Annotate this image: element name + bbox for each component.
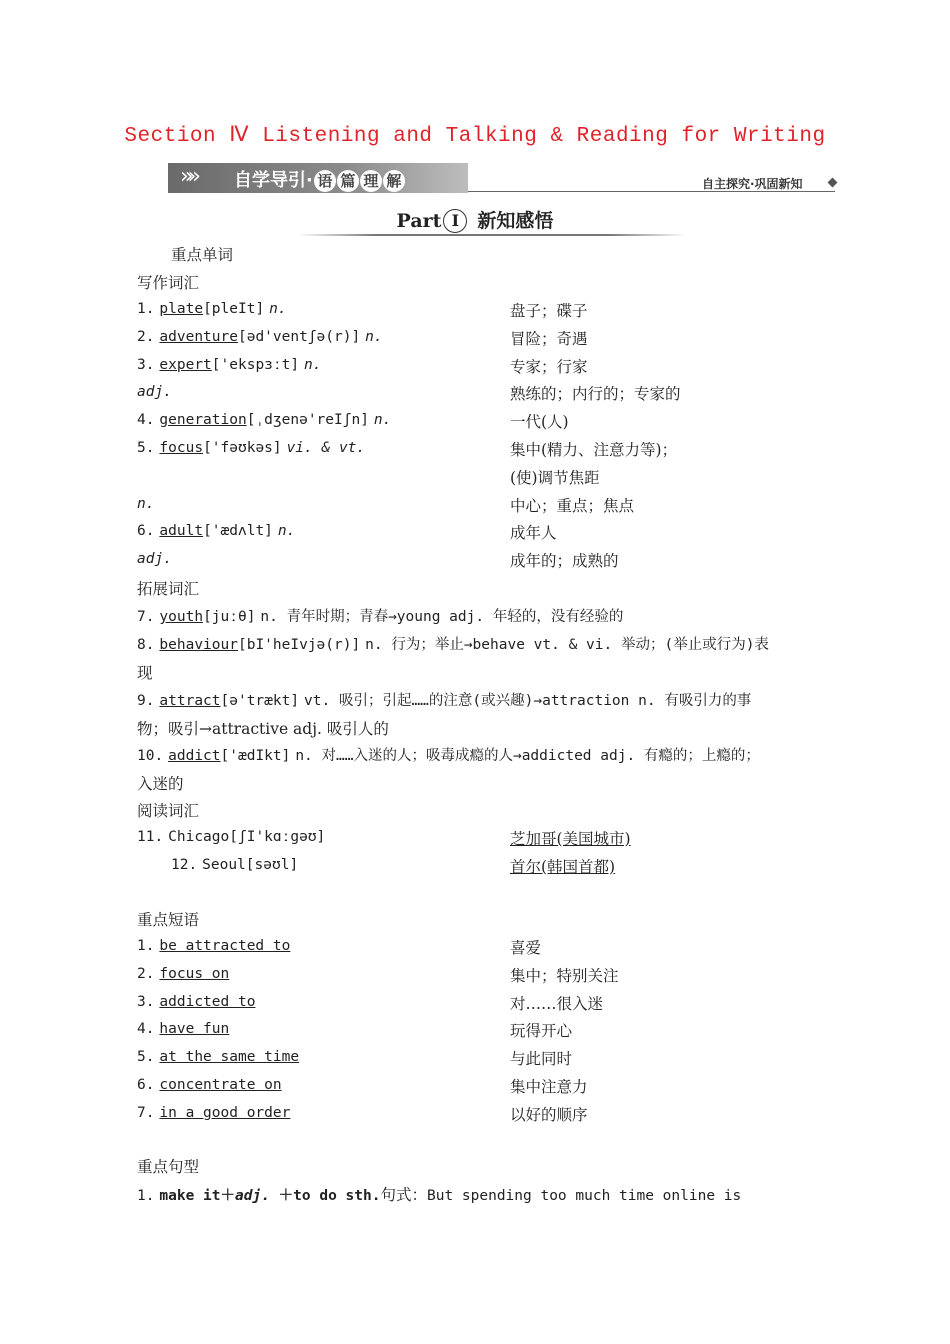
entry-word: adult	[159, 523, 204, 540]
entry-detail: n. 行为；举止→behave vt. & vi. 举动；(举止或行为)表	[365, 637, 769, 653]
entry-pos: vi. & vt.	[286, 440, 366, 456]
entry-phonetic: ['ædʌlt]	[203, 523, 273, 540]
entry-meaning: 熟练的；内行的；专家的	[510, 385, 681, 404]
entry-word: behaviour	[159, 637, 238, 653]
expand-entry	[137, 605, 623, 626]
entry-word: adventure	[159, 328, 238, 345]
entry-number: 8.	[137, 637, 155, 653]
vocab-entry	[137, 327, 383, 345]
expand-entry	[137, 744, 760, 765]
entry-phonetic: [əd'ventʃə(r)]	[237, 328, 361, 345]
entry-meaning: 盘子；碟子	[510, 302, 588, 320]
phrases-heading: 重点短语	[137, 911, 200, 929]
phrase-text: have fun	[159, 1021, 230, 1038]
vocab-entry	[137, 299, 287, 317]
phrase-meaning: 对……很入迷	[510, 994, 604, 1013]
part-heading: Part Ⅰ 新知感悟	[396, 210, 554, 232]
entry-number: 12.	[171, 857, 198, 873]
entry-phonetic: [juːθ]	[203, 609, 256, 625]
entry-phonetic: [ˌdʒenə'reIʃn]	[246, 412, 369, 429]
vocab-heading: 重点单词	[171, 246, 234, 264]
entry-meaning: (使)调节焦距	[510, 468, 600, 487]
entry-meaning: 首尔(韩国首都)	[510, 858, 616, 876]
phrase-meaning: 集中注意力	[510, 1078, 588, 1096]
entry-phonetic: ['ekspɜːt]	[211, 356, 300, 373]
sentences-heading: 重点句型	[137, 1158, 200, 1176]
entry-word: Chicago	[168, 829, 230, 845]
entry-meaning: 冒险；奇遇	[510, 329, 588, 348]
part-numeral-badge: Ⅰ	[443, 209, 467, 233]
entry-pos: n.	[277, 523, 296, 540]
entry-pos: n.	[137, 495, 155, 512]
entry-word: youth	[159, 609, 204, 625]
entry-pos: n.	[269, 301, 287, 317]
entry-number: 2.	[137, 965, 155, 982]
entry-phonetic: [ə'trækt]	[220, 693, 300, 709]
sentence-pattern-item: 1. make it＋adj. ＋to do sth.句式：But spending too much time online is	[137, 1186, 742, 1204]
entry-number: 7.	[137, 609, 155, 625]
entry-detail: n. 青年时期；青春→young adj. 年轻的，没有经验的	[260, 609, 624, 625]
entry-phonetic: ['ædIkt]	[220, 748, 291, 764]
entry-number: 9.	[137, 693, 155, 709]
expand-entry	[137, 633, 769, 654]
entry-pos: adj.	[137, 551, 172, 568]
entry-number: 3.	[137, 356, 155, 373]
entry-word: focus	[159, 440, 204, 456]
entry-detail: n. 对……入迷的人；吸毒成瘾的人→addicted adj. 有瘾的；上瘾的；	[295, 748, 760, 764]
banner-label: 自学导引· 语 篇 理 解	[234, 166, 405, 192]
phrase-text: focus on	[159, 965, 230, 982]
entry-number: 2.	[137, 328, 155, 345]
entry-number: 5.	[137, 1049, 155, 1066]
entry-pos: n.	[373, 412, 392, 429]
entry-number: 1.	[137, 938, 155, 954]
reading-vocab-heading: 阅读词汇	[137, 802, 200, 820]
phrase-entry	[137, 992, 255, 1010]
vocab-entry	[137, 382, 172, 400]
phrase-entry	[137, 1019, 229, 1037]
phrase-text: at the same time	[159, 1049, 300, 1066]
entry-pos: n.	[365, 328, 383, 345]
diamond-icon	[828, 178, 838, 188]
entry-phonetic: [bI'heIvjə(r)]	[237, 637, 361, 653]
phrase-text: be attracted to	[159, 938, 291, 954]
vocab-entry	[137, 355, 322, 373]
entry-continuation: 物；吸引→attractive adj. 吸引人的	[137, 720, 389, 738]
writing-vocab-heading: 写作词汇	[137, 274, 200, 292]
reading-entry	[137, 827, 325, 845]
section-title: Section Ⅳ Listening and Talking & Reading for Writing	[124, 125, 826, 148]
entry-number: 4.	[137, 1021, 155, 1038]
entry-number: 5.	[137, 440, 155, 456]
entry-word: attract	[159, 693, 221, 709]
reading-entry	[171, 855, 298, 873]
entry-number: 6.	[137, 523, 155, 540]
phrase-text: concentrate on	[159, 1077, 282, 1093]
entry-number: 6.	[137, 1077, 155, 1093]
phrase-meaning: 喜爱	[510, 939, 542, 957]
double-chevron-icon: »»	[180, 164, 195, 189]
entry-number: 4.	[137, 412, 155, 429]
entry-continuation: 入迷的	[137, 775, 184, 793]
entry-number: 3.	[137, 993, 155, 1010]
entry-number: 10.	[137, 748, 164, 764]
vocab-entry	[137, 438, 365, 456]
phrase-entry	[137, 1047, 299, 1065]
entry-meaning: 一代(人)	[510, 413, 569, 432]
phrase-meaning: 集中；特别关注	[510, 966, 619, 985]
phrase-entry	[137, 964, 229, 982]
phrase-meaning: 与此同时	[510, 1050, 573, 1069]
entry-word: addict	[168, 748, 221, 764]
section-banner	[168, 163, 468, 193]
entry-phonetic: [pleIt]	[203, 301, 265, 317]
vocab-entry	[137, 521, 295, 539]
expand-vocab-heading: 拓展词汇	[137, 580, 200, 598]
expand-entry	[137, 689, 751, 710]
entry-meaning: 成年人	[510, 524, 557, 543]
entry-meaning: 集中(精力、注意力等)；	[510, 441, 678, 459]
part-underline	[298, 234, 686, 236]
entry-continuation: 现	[137, 664, 153, 682]
vocab-entry	[137, 549, 172, 567]
phrase-meaning: 玩得开心	[510, 1022, 573, 1041]
entry-meaning: 专家；行家	[510, 357, 588, 376]
entry-phonetic: [ʃI'kɑːgəʊ]	[229, 829, 326, 845]
entry-number: 7.	[137, 1104, 155, 1121]
entry-phonetic: [səʊl]	[245, 857, 299, 873]
entry-detail: vt. 吸引；引起……的注意(或兴趣)→attraction n. 有吸引力的事	[304, 693, 752, 709]
banner-right-tag: 自主探究·巩固新知	[702, 177, 803, 191]
entry-number: 1.	[137, 301, 155, 317]
entry-word: plate	[159, 301, 204, 317]
entry-pos: adj.	[137, 384, 172, 401]
phrase-entry	[137, 936, 290, 954]
entry-meaning: 中心；重点；焦点	[510, 496, 635, 515]
entry-word: Seoul	[202, 857, 246, 873]
vocab-entry	[137, 410, 391, 428]
entry-word: expert	[159, 356, 212, 373]
entry-phonetic: ['fəʊkəs]	[203, 440, 282, 456]
phrase-text: addicted to	[159, 993, 256, 1010]
entry-word: generation	[159, 412, 247, 429]
vocab-entry	[137, 494, 154, 512]
phrase-meaning: 以好的顺序	[510, 1105, 588, 1124]
phrase-text: in a good order	[159, 1104, 291, 1121]
entry-pos: n.	[304, 356, 322, 373]
phrase-entry	[137, 1075, 282, 1093]
entry-meaning: 芝加哥(美国城市)	[510, 830, 631, 848]
entry-meaning: 成年的；成熟的	[510, 552, 619, 571]
phrase-entry	[137, 1103, 290, 1121]
entry-number: 11.	[137, 829, 164, 845]
